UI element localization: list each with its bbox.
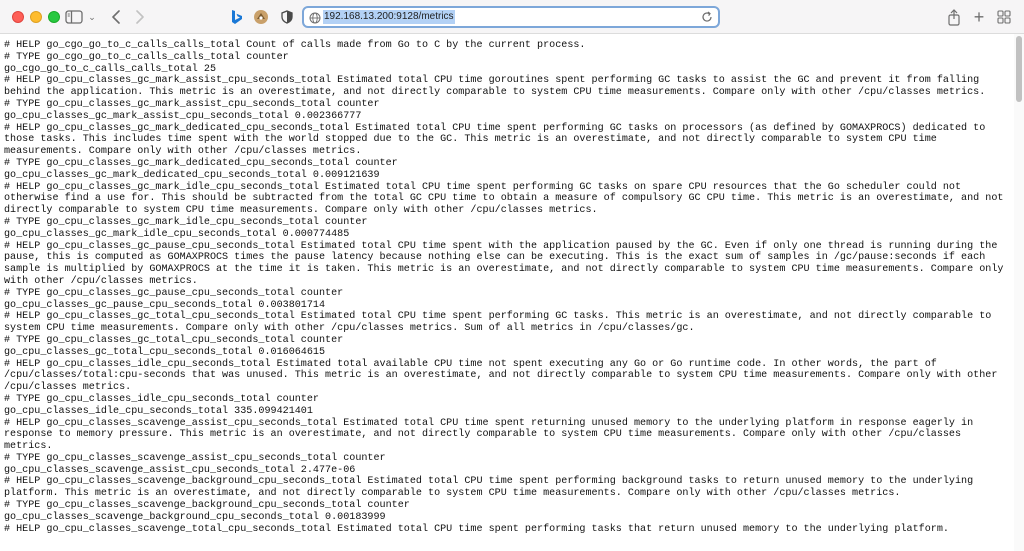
- metric-help-line: # HELP go_cpu_classes_gc_pause_cpu_seconds_total Estimated total CPU time spent with the application paused by the GC. Even if only one thread is running during the pause, this is computed as GOMAXPROCS times the pause latency because nothing else can be executing. This is the exact sum of samples in /gc/pause:seconds if each sample is multiplied by GOMAXPROCS at the time it is taken. This metric is an overestimate, and not directly comparable to system CPU time measurements. Compare only with other /cpu/classes metrics.: [4, 240, 1010, 287]
- metric-type-line: # TYPE go_cpu_classes_gc_mark_idle_cpu_seconds_total counter: [4, 216, 368, 228]
- globe-icon: [309, 11, 321, 23]
- metric-value-line: go_cpu_classes_scavenge_assist_cpu_seconds_total 2.477e-06: [4, 464, 356, 476]
- metric-type-line: # TYPE go_cpu_classes_gc_pause_cpu_seconds_total counter: [4, 287, 344, 299]
- minimize-window-button[interactable]: [30, 11, 42, 23]
- scroll-thumb[interactable]: [1016, 36, 1022, 102]
- metric-help-line: # HELP go_cpu_classes_gc_mark_dedicated_cpu_seconds_total Estimated total CPU time spent performing GC tasks on processors (as defined by GOMAXPROCS) dedicated to those tasks. This includes time spent with the world stopped due to the GC. This metric is an overestimate, and not directly comparable to system CPU time measurements. Compare only with other /cpu/classes metrics.: [4, 122, 992, 158]
- metric-value-line: go_cpu_classes_scavenge_background_cpu_seconds_total 0.00183999: [4, 511, 386, 523]
- share-icon[interactable]: [946, 7, 962, 27]
- zoom-window-button[interactable]: [48, 11, 60, 23]
- metric-help-line: # HELP go_cpu_classes_scavenge_background_cpu_seconds_total Estimated total CPU time spent performing background tasks to return unused memory to the underlying platform. This metric is an overestimate, and not directly comparable to system CPU time measurements. Compare only with other /cpu/classes metrics.: [4, 476, 980, 500]
- metric-help-line: # HELP go_cpu_classes_gc_mark_idle_cpu_seconds_total Estimated total CPU time spent performing GC tasks on spare CPU resources that the Go scheduler could not otherwise find a use for. This should be subtracted from the total GC CPU time to obtain a measure of compulsory GC CPU time. This metric is an overestimate, and not directly comparable to system CPU time measurements. Compare only with other /cpu/classes metrics.: [4, 181, 1010, 217]
- metric-value-line: go_cpu_classes_gc_total_cpu_seconds_total 0.016064615: [4, 346, 326, 358]
- metric-type-line: # TYPE go_cpu_classes_scavenge_background_cpu_seconds_total counter: [4, 500, 410, 512]
- forward-icon[interactable]: [132, 7, 148, 27]
- metric-value-line: go_cpu_classes_gc_mark_dedicated_cpu_seconds_total 0.009121639: [4, 169, 380, 181]
- chevron-down-icon[interactable]: ⌄: [88, 11, 96, 22]
- bing-icon[interactable]: [228, 7, 246, 27]
- tab-overview-icon[interactable]: [996, 7, 1012, 27]
- metric-type-line: # TYPE go_cpu_classes_gc_total_cpu_seconds_total counter: [4, 334, 344, 346]
- metric-type-line: # TYPE go_cpu_classes_gc_mark_assist_cpu_seconds_total counter: [4, 98, 380, 110]
- metric-value-line: go_cpu_classes_idle_cpu_seconds_total 335.099421401: [4, 405, 313, 417]
- metrics-text: [0, 34, 1014, 535]
- metric-help-line: # HELP go_cpu_classes_idle_cpu_seconds_total Estimated total available CPU time not spent executing any Go or Go runtime code. In other words, the part of /cpu/classes/total:cpu-seconds that was unused. This metric is an overestimate, and not directly comparable to system CPU time measurements. Compare only with other /cpu/classes metrics.: [4, 358, 1004, 394]
- plus-icon[interactable]: +: [973, 6, 985, 27]
- metric-help-line: # HELP go_cpu_classes_gc_total_cpu_seconds_total Estimated total CPU time spent performing GC tasks. This metric is an overestimate, and not directly comparable to system CPU time measurements. Compare only with other /cpu/classes metrics. Sum of all metrics in /cpu/classes/gc.: [4, 311, 998, 335]
- metric-type-line: # TYPE go_cpu_classes_idle_cpu_seconds_total counter: [4, 393, 319, 405]
- address-url[interactable]: 192.168.13.200:9128/metrics: [324, 11, 454, 22]
- metric-type-line: # TYPE go_cpu_classes_scavenge_assist_cpu_seconds_total counter: [4, 452, 386, 464]
- extension-icon[interactable]: [252, 7, 270, 27]
- metric-value-line: go_cgo_go_to_c_calls_calls_total 25: [4, 63, 217, 75]
- sidebar-icon[interactable]: [64, 7, 84, 27]
- reload-icon[interactable]: [701, 10, 713, 24]
- close-window-button[interactable]: [12, 11, 24, 23]
- metric-value-line: go_cpu_classes_gc_mark_idle_cpu_seconds_total 0.000774485: [4, 228, 350, 240]
- page-content: [0, 34, 1014, 551]
- scrollbar[interactable]: [1014, 34, 1024, 551]
- back-icon[interactable]: [108, 7, 124, 27]
- metric-help-line: # HELP go_cpu_classes_scavenge_total_cpu_seconds_total Estimated total CPU time spent performing tasks that return unused memory to the underlying platform.: [4, 523, 949, 535]
- metric-value-line: go_cpu_classes_gc_pause_cpu_seconds_total 0.003801714: [4, 299, 326, 311]
- metric-type-line: # TYPE go_cgo_go_to_c_calls_calls_total counter: [4, 51, 289, 63]
- metric-help-line: # HELP go_cgo_go_to_c_calls_calls_total Count of calls made from Go to C by the current process.: [4, 40, 586, 51]
- metric-value-line: go_cpu_classes_gc_mark_assist_cpu_seconds_total 0.002366777: [4, 110, 362, 122]
- metric-help-line: # HELP go_cpu_classes_gc_mark_assist_cpu_seconds_total Estimated total CPU time goroutines spent performing GC tasks to assist the GC and prevent it from falling behind the application. This metric is an overestimate, and not directly comparable to system CPU time measurements. Compare only with other /cpu/classes metrics.: [4, 75, 986, 99]
- shield-icon[interactable]: [279, 7, 295, 27]
- browser-toolbar: [0, 0, 1024, 34]
- metric-type-line: # TYPE go_cpu_classes_gc_mark_dedicated_cpu_seconds_total counter: [4, 157, 398, 169]
- metric-help-line: # HELP go_cpu_classes_scavenge_assist_cpu_seconds_total Estimated total CPU time spent returning unused memory to the underlying platform in response eagerly in response to memory pressure. This metric is an overestimate, and not directly comparable to system CPU time measurements. Compare only with other /cpu/classes metrics.: [4, 417, 980, 453]
- address-bar[interactable]: [302, 6, 720, 28]
